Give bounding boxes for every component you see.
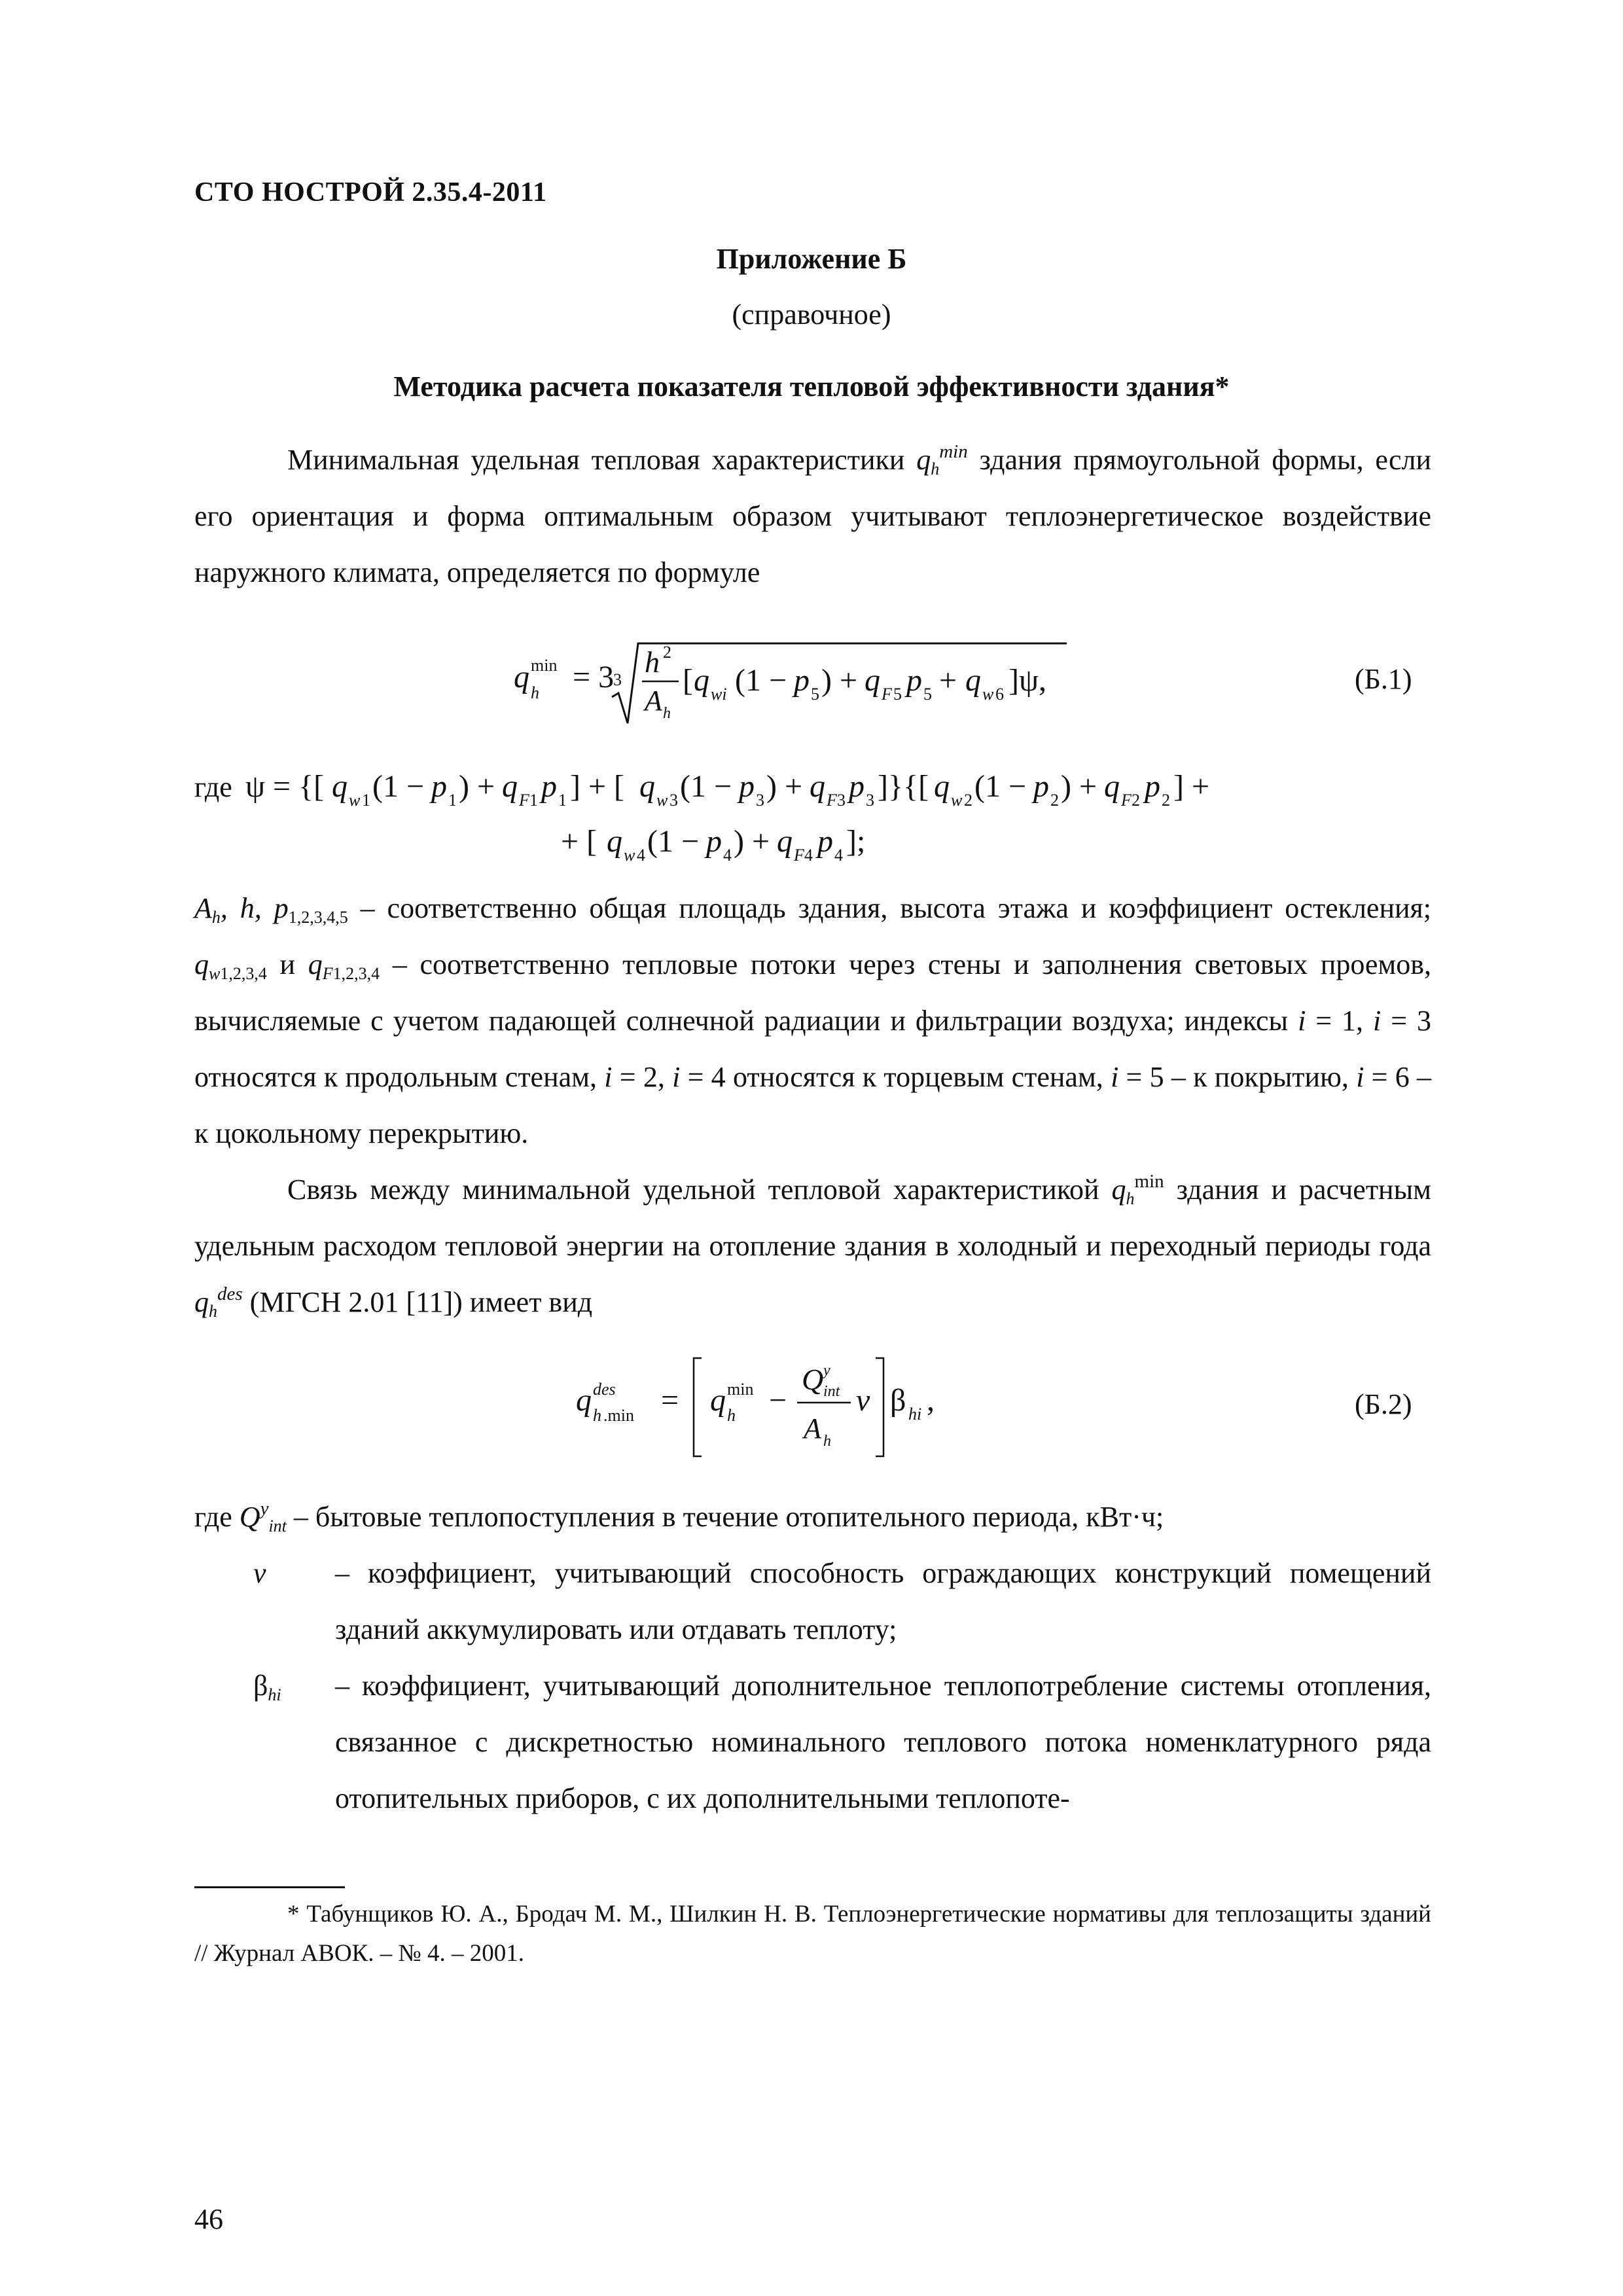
svg-text:3: 3	[866, 791, 874, 810]
svg-text:4: 4	[834, 846, 843, 865]
svg-text:w: w	[656, 791, 668, 810]
svg-text:des: des	[593, 1380, 616, 1399]
svg-text:q: q	[777, 824, 793, 859]
svg-text:min: min	[727, 1380, 754, 1399]
svg-text:3: 3	[837, 791, 846, 810]
footnote: * Табунщиков Ю. А., Бродач М. М., Шилкин Н. В. Теплоэнергетические нормативы для теплозащиты зданий // Журнал АВОК. – № 4. – 2001.	[194, 1901, 1431, 1967]
svg-text:]}{[: ]}{[	[878, 769, 929, 804]
svg-text:w: w	[349, 791, 361, 810]
svg-text:p: p	[906, 663, 922, 698]
svg-text:[: [	[683, 663, 693, 698]
equation-number-b2: (Б.2)	[1355, 1388, 1412, 1420]
svg-text:h: h	[663, 705, 671, 722]
svg-text:p: p	[817, 824, 833, 859]
svg-text:] + [: ] + [	[570, 769, 625, 804]
svg-text:−: −	[769, 1383, 787, 1418]
svg-text:4: 4	[637, 846, 645, 865]
appendix-heading: Методика расчета показателя тепловой эффективности здания*	[393, 370, 1230, 403]
document-code-header: СТО НОСТРОЙ 2.35.4-2011	[194, 177, 547, 207]
svg-text:q: q	[865, 663, 880, 698]
svg-text:hi: hi	[908, 1405, 922, 1424]
svg-text:p: p	[739, 769, 755, 804]
formula-b1-svg	[514, 625, 1103, 736]
svg-text:1: 1	[558, 791, 567, 810]
formula-b2	[576, 1338, 1034, 1469]
svg-text:];: ];	[846, 824, 866, 859]
svg-text:] +: ] +	[1173, 769, 1210, 804]
svg-text:1: 1	[362, 791, 370, 810]
svg-text:q: q	[332, 769, 348, 804]
footnote-divider	[194, 1886, 345, 1888]
svg-text:) +: ) +	[1061, 769, 1097, 804]
svg-text:) +: ) +	[821, 663, 858, 698]
svg-text:4: 4	[804, 846, 813, 865]
svg-text:(1 −: (1 −	[647, 824, 700, 859]
svg-text:q: q	[810, 769, 825, 804]
svg-text:q: q	[502, 769, 518, 804]
svg-text:5: 5	[811, 685, 819, 704]
svg-text:F: F	[519, 791, 529, 810]
svg-text:+ [: + [	[561, 824, 597, 859]
svg-text:(1 −: (1 −	[735, 663, 787, 698]
svg-text:p: p	[794, 663, 810, 698]
svg-text:p: p	[1033, 769, 1049, 804]
svg-text:5: 5	[893, 685, 902, 704]
formula-b2-svg	[576, 1338, 1034, 1469]
svg-text:q: q	[639, 769, 655, 804]
equation-number-b1: (Б.1)	[1355, 663, 1412, 695]
paragraph-intro: Минимальная удельная тепловая характеристики $q_h^{min}$ здания прямоугольной формы, если его ориентация и форма оптимальным образом учитывают теплоэнергетическое воздействие наружного климата, определяется по формуле	[194, 441, 1432, 588]
svg-text:v: v	[856, 1383, 870, 1418]
symbol-q-h-min: $q_h^{min}$	[916, 441, 968, 478]
svg-text:(1 −: (1 −	[974, 769, 1027, 804]
svg-text:A: A	[645, 685, 662, 717]
svg-text:1: 1	[448, 791, 457, 810]
svg-text:= 3: = 3	[573, 660, 615, 694]
svg-text:) +: ) +	[734, 824, 770, 859]
svg-text:]ψ,: ]ψ,	[1008, 663, 1047, 698]
svg-text:y: y	[823, 1362, 830, 1379]
svg-text:+: +	[939, 663, 957, 698]
svg-text:min: min	[531, 656, 558, 675]
svg-text:p: p	[849, 769, 865, 804]
def-v: v – коэффициент, учитывающий способность ограждающих конструкций помещений зданий аккумулировать или отдавать теплоту;	[253, 1557, 1431, 1645]
svg-text:h: h	[593, 1406, 601, 1425]
appendix-title: Приложение Б	[716, 243, 907, 275]
appendix-type: (справочное)	[732, 298, 891, 331]
svg-text:h: h	[823, 1433, 831, 1450]
paragraph-relation: Связь между минимальной удельной тепловой характеристикой $q_h^{min}$ здания и расчетным удельным расходом тепловой энергии на отопление здания в холодный и переходный периоды года $q_h^{des}$ (МГСН 2.01 [11]) имеет вид	[194, 1171, 1432, 1321]
svg-text:1: 1	[529, 791, 538, 810]
svg-text:2: 2	[964, 791, 972, 810]
svg-text:Q: Q	[802, 1363, 824, 1396]
svg-text:) +: ) +	[766, 769, 803, 804]
def-beta: $\beta_{hi}$ – коэффициент, учитывающий дополнительное теплопотребление системы отопления, связанное с дискретностью номинального теплового потока номенклатурного ряда отопительных приборов, с их дополнительными теплопоте-	[253, 1670, 1431, 1814]
svg-text:2: 2	[1132, 791, 1140, 810]
svg-text:F: F	[827, 791, 837, 810]
svg-text:3: 3	[756, 791, 764, 810]
svg-text:ψ = {[: ψ = {[	[245, 769, 325, 804]
svg-text:q: q	[694, 663, 709, 698]
svg-text:=: =	[661, 1383, 679, 1418]
svg-text:2: 2	[1162, 791, 1170, 810]
svg-text:q: q	[607, 824, 622, 859]
svg-text:F: F	[1121, 791, 1132, 810]
svg-text:F: F	[882, 685, 892, 704]
svg-text:q: q	[514, 660, 529, 694]
svg-text:3: 3	[613, 670, 622, 689]
svg-text:.min: .min	[603, 1406, 634, 1425]
svg-text:(1 −: (1 −	[680, 769, 732, 804]
svg-text:w: w	[982, 685, 994, 704]
svg-text:6: 6	[995, 685, 1004, 704]
svg-text:p: p	[431, 769, 447, 804]
svg-text:2: 2	[663, 643, 671, 662]
svg-text:β: β	[890, 1383, 906, 1418]
svg-text:int: int	[823, 1383, 840, 1400]
def-q-int: где $Q^y_{int}$ – бытовые теплопоступления в течение отопительного периода, кВт·ч;	[194, 1498, 1164, 1535]
formula-b1	[514, 625, 1103, 736]
svg-text:w: w	[624, 846, 635, 865]
svg-text:4: 4	[723, 846, 732, 865]
svg-text:p: p	[541, 769, 557, 804]
svg-text:3: 3	[669, 791, 678, 810]
svg-text:p: p	[1145, 769, 1160, 804]
svg-text:F: F	[794, 846, 804, 865]
svg-text:q: q	[934, 769, 950, 804]
svg-text:q: q	[965, 663, 981, 698]
svg-text:w: w	[951, 791, 963, 810]
svg-text:5: 5	[923, 685, 932, 704]
svg-text:) +: ) +	[459, 769, 495, 804]
formula-psi-svg	[194, 762, 1438, 874]
svg-text:wi: wi	[711, 685, 727, 704]
svg-text:h: h	[531, 683, 539, 702]
svg-text:(1 −: (1 −	[372, 769, 425, 804]
svg-text:h: h	[645, 645, 660, 679]
svg-text:2: 2	[1050, 791, 1059, 810]
svg-text:q: q	[1104, 769, 1120, 804]
formula-psi	[194, 762, 1438, 874]
svg-text:,: ,	[927, 1383, 935, 1418]
page-number: 46	[194, 2203, 223, 2235]
paragraph-definitions: $A_h$, h, $p_{1,2,3,4,5}$ – соответственно общая площадь здания, высота этажа и коэффициент остекления; $q_{w1,2,3,4}$ и $q_{F1,2,3,4}$ – соответственно тепловые потоки через стены и заполнения световых проемов, вычисляемые с учетом падающей солнечной радиации и фильтрации воздуха; индексы i = 1, i = 3 относятся к продольным стенам, i = 2, i = 4 относятся к торцевым стенам, i = 5 – к покрытию, i = 6 – к цокольному перекрытию.	[194, 892, 1432, 1149]
svg-text:q: q	[576, 1383, 592, 1418]
svg-text:p: p	[706, 824, 722, 859]
svg-text:q: q	[710, 1383, 726, 1418]
svg-text:A: A	[804, 1412, 821, 1444]
svg-text:где: где	[194, 771, 232, 803]
svg-text:h: h	[727, 1406, 736, 1425]
